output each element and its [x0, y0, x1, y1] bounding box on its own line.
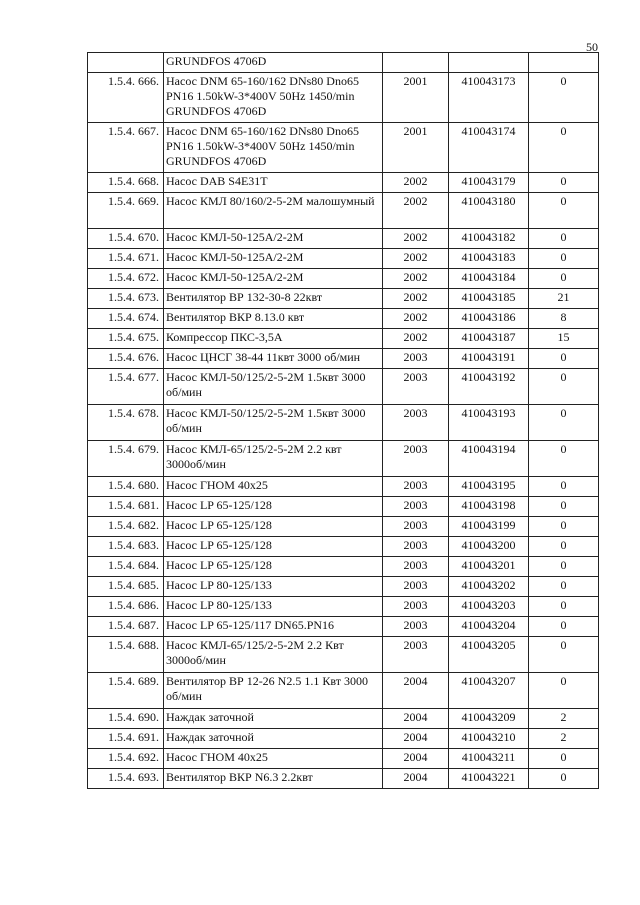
item-name: Вентилятор ВР 12-26 N2.5 1.1 Квт 3000 об/мин [164, 673, 383, 709]
item-quantity: 0 [529, 405, 599, 441]
item-name: Вентилятор ВКР N6.3 2.2квт [164, 769, 383, 789]
row-number: 1.5.4. 678. [88, 405, 164, 441]
item-quantity: 0 [529, 369, 599, 405]
inventory-code: 410043199 [449, 517, 529, 537]
item-year: 2002 [383, 193, 449, 229]
item-name: Насос LP 65-125/128 [164, 537, 383, 557]
table-row [88, 249, 599, 269]
inventory-code: 410043203 [449, 597, 529, 617]
row-number: 1.5.4. 690. [88, 709, 164, 729]
item-name: Насос DAB S4E31T [164, 173, 383, 193]
item-name: Насос LP 65-125/128 [164, 517, 383, 537]
row-number: 1.5.4. 676. [88, 349, 164, 369]
inventory-code: 410043210 [449, 729, 529, 749]
item-year: 2004 [383, 769, 449, 789]
inventory-code: 410043202 [449, 577, 529, 597]
item-name: Насос ГНОМ 40х25 [164, 477, 383, 497]
table-row [88, 537, 599, 557]
item-quantity: 15 [529, 329, 599, 349]
item-year: 2002 [383, 229, 449, 249]
item-year: 2004 [383, 673, 449, 709]
row-number: 1.5.4. 682. [88, 517, 164, 537]
item-name: Насос LP 65-125/128 [164, 557, 383, 577]
inventory-code: 410043180 [449, 193, 529, 229]
table-row [88, 369, 599, 405]
item-quantity: 0 [529, 557, 599, 577]
row-number: 1.5.4. 668. [88, 173, 164, 193]
item-quantity: 0 [529, 229, 599, 249]
item-year: 2004 [383, 729, 449, 749]
row-number: 1.5.4. 677. [88, 369, 164, 405]
table-row [88, 637, 599, 673]
item-name: Насос КМЛ-50/125/2-5-2М 1.5квт 3000 об/мин [164, 405, 383, 441]
row-number: 1.5.4. 669. [88, 193, 164, 229]
row-number: 1.5.4. 691. [88, 729, 164, 749]
item-quantity: 0 [529, 597, 599, 617]
item-year: 2002 [383, 329, 449, 349]
item-year: 2003 [383, 637, 449, 673]
item-year [383, 53, 449, 73]
item-year: 2003 [383, 617, 449, 637]
item-year: 2003 [383, 441, 449, 477]
item-year: 2002 [383, 249, 449, 269]
row-number [88, 53, 164, 73]
table-row [88, 577, 599, 597]
table-row [88, 173, 599, 193]
row-number: 1.5.4. 688. [88, 637, 164, 673]
inventory-code: 410043201 [449, 557, 529, 577]
table-row [88, 269, 599, 289]
item-name: GRUNDFOS 4706D [164, 53, 383, 73]
row-number: 1.5.4. 692. [88, 749, 164, 769]
inventory-code: 410043183 [449, 249, 529, 269]
inventory-code: 410043198 [449, 497, 529, 517]
item-year: 2003 [383, 577, 449, 597]
table-row [88, 597, 599, 617]
row-number: 1.5.4. 683. [88, 537, 164, 557]
inventory-code: 410043204 [449, 617, 529, 637]
inventory-code: 410043184 [449, 269, 529, 289]
inventory-code [449, 53, 529, 73]
table-row [88, 517, 599, 537]
inventory-code: 410043211 [449, 749, 529, 769]
item-quantity: 2 [529, 729, 599, 749]
item-name: Насос КМЛ-65/125/2-5-2М 2.2 квт 3000об/мин [164, 441, 383, 477]
item-quantity: 21 [529, 289, 599, 309]
item-name: Насос LP 80-125/133 [164, 597, 383, 617]
table-row [88, 193, 599, 229]
item-year: 2003 [383, 349, 449, 369]
table-row [88, 441, 599, 477]
item-quantity [529, 53, 599, 73]
item-quantity: 0 [529, 349, 599, 369]
item-year: 2003 [383, 537, 449, 557]
item-year: 2004 [383, 709, 449, 729]
row-number: 1.5.4. 686. [88, 597, 164, 617]
item-quantity: 0 [529, 673, 599, 709]
row-number: 1.5.4. 679. [88, 441, 164, 477]
row-number: 1.5.4. 689. [88, 673, 164, 709]
item-name: Вентилятор ВР 132-30-8 22квт [164, 289, 383, 309]
inventory-code: 410043185 [449, 289, 529, 309]
item-quantity: 0 [529, 441, 599, 477]
item-quantity: 0 [529, 73, 599, 123]
item-year: 2003 [383, 597, 449, 617]
item-year: 2003 [383, 517, 449, 537]
table-row [88, 557, 599, 577]
row-number: 1.5.4. 673. [88, 289, 164, 309]
item-year: 2001 [383, 73, 449, 123]
inventory-code: 410043174 [449, 123, 529, 173]
item-year: 2003 [383, 477, 449, 497]
item-quantity: 0 [529, 577, 599, 597]
item-name: Насос DNM 65-160/162 DNs80 Dno65 PN16 1.50kW-3*400V 50Hz 1450/min GRUNDFOS 4706D [164, 123, 383, 173]
table-row [88, 349, 599, 369]
item-year: 2004 [383, 749, 449, 769]
row-number: 1.5.4. 693. [88, 769, 164, 789]
item-quantity: 8 [529, 309, 599, 329]
table-row [88, 73, 599, 123]
inventory-code: 410043193 [449, 405, 529, 441]
item-name: Компрессор ПКС-3,5А [164, 329, 383, 349]
item-quantity: 0 [529, 769, 599, 789]
item-name: Насос ЦНСГ 38-44 11квт 3000 об/мин [164, 349, 383, 369]
row-number: 1.5.4. 675. [88, 329, 164, 349]
table-row [88, 405, 599, 441]
table-row [88, 497, 599, 517]
row-number: 1.5.4. 681. [88, 497, 164, 517]
item-quantity: 0 [529, 193, 599, 229]
item-quantity: 0 [529, 537, 599, 557]
row-number: 1.5.4. 674. [88, 309, 164, 329]
item-quantity: 0 [529, 497, 599, 517]
item-quantity: 0 [529, 517, 599, 537]
inventory-code: 410043179 [449, 173, 529, 193]
row-number: 1.5.4. 680. [88, 477, 164, 497]
item-name: Насос DNM 65-160/162 DNs80 Dno65 PN16 1.50kW-3*400V 50Hz 1450/min GRUNDFOS 4706D [164, 73, 383, 123]
item-name: Вентилятор ВКР 8.13.0 квт [164, 309, 383, 329]
item-year: 2002 [383, 269, 449, 289]
inventory-code: 410043187 [449, 329, 529, 349]
item-year: 2003 [383, 369, 449, 405]
table-row [88, 309, 599, 329]
page-number: 50 [586, 40, 598, 54]
item-name: Насос LP 65-125/128 [164, 497, 383, 517]
table-row [88, 329, 599, 349]
row-number: 1.5.4. 672. [88, 269, 164, 289]
item-name: Наждак заточной [164, 709, 383, 729]
table-row [88, 617, 599, 637]
inventory-code: 410043173 [449, 73, 529, 123]
inventory-code: 410043191 [449, 349, 529, 369]
item-quantity: 2 [529, 709, 599, 729]
inventory-code: 410043209 [449, 709, 529, 729]
item-name: Насос КМЛ-50-125А/2-2М [164, 269, 383, 289]
inventory-table [87, 52, 599, 789]
table-row [88, 769, 599, 789]
item-quantity: 0 [529, 617, 599, 637]
item-quantity: 0 [529, 477, 599, 497]
item-year: 2003 [383, 557, 449, 577]
item-name: Насос КМЛ 80/160/2-5-2М малошумный [164, 193, 383, 229]
inventory-code: 410043182 [449, 229, 529, 249]
item-name: Насос КМЛ-50-125А/2-2М [164, 249, 383, 269]
inventory-code: 410043192 [449, 369, 529, 405]
item-year: 2002 [383, 289, 449, 309]
item-name: Наждак заточной [164, 729, 383, 749]
table-row [88, 709, 599, 729]
table-row [88, 289, 599, 309]
inventory-code: 410043205 [449, 637, 529, 673]
item-year: 2002 [383, 309, 449, 329]
inventory-code: 410043200 [449, 537, 529, 557]
item-name: Насос LP 65-125/117 DN65.PN16 [164, 617, 383, 637]
item-name: Насос ГНОМ 40х25 [164, 749, 383, 769]
item-name: Насос КМЛ-65/125/2-5-2М 2.2 Квт 3000об/мин [164, 637, 383, 673]
item-quantity: 0 [529, 249, 599, 269]
inventory-code: 410043195 [449, 477, 529, 497]
item-quantity: 0 [529, 269, 599, 289]
item-year: 2001 [383, 123, 449, 173]
item-quantity: 0 [529, 749, 599, 769]
inventory-code: 410043221 [449, 769, 529, 789]
item-year: 2003 [383, 497, 449, 517]
item-name: Насос LP 80-125/133 [164, 577, 383, 597]
table-row [88, 729, 599, 749]
row-number: 1.5.4. 687. [88, 617, 164, 637]
item-quantity: 0 [529, 637, 599, 673]
table-row [88, 477, 599, 497]
table-row [88, 749, 599, 769]
table-row [88, 123, 599, 173]
row-number: 1.5.4. 671. [88, 249, 164, 269]
item-year: 2003 [383, 405, 449, 441]
item-quantity: 0 [529, 173, 599, 193]
row-number: 1.5.4. 667. [88, 123, 164, 173]
row-number: 1.5.4. 684. [88, 557, 164, 577]
inventory-code: 410043207 [449, 673, 529, 709]
table-row [88, 229, 599, 249]
row-number: 1.5.4. 670. [88, 229, 164, 249]
item-name: Насос КМЛ-50/125/2-5-2М 1.5квт 3000 об/мин [164, 369, 383, 405]
table-row [88, 673, 599, 709]
row-number: 1.5.4. 685. [88, 577, 164, 597]
row-number: 1.5.4. 666. [88, 73, 164, 123]
table-row [88, 53, 599, 73]
item-year: 2002 [383, 173, 449, 193]
inventory-code: 410043194 [449, 441, 529, 477]
item-name: Насос КМЛ-50-125А/2-2М [164, 229, 383, 249]
inventory-code: 410043186 [449, 309, 529, 329]
item-quantity: 0 [529, 123, 599, 173]
